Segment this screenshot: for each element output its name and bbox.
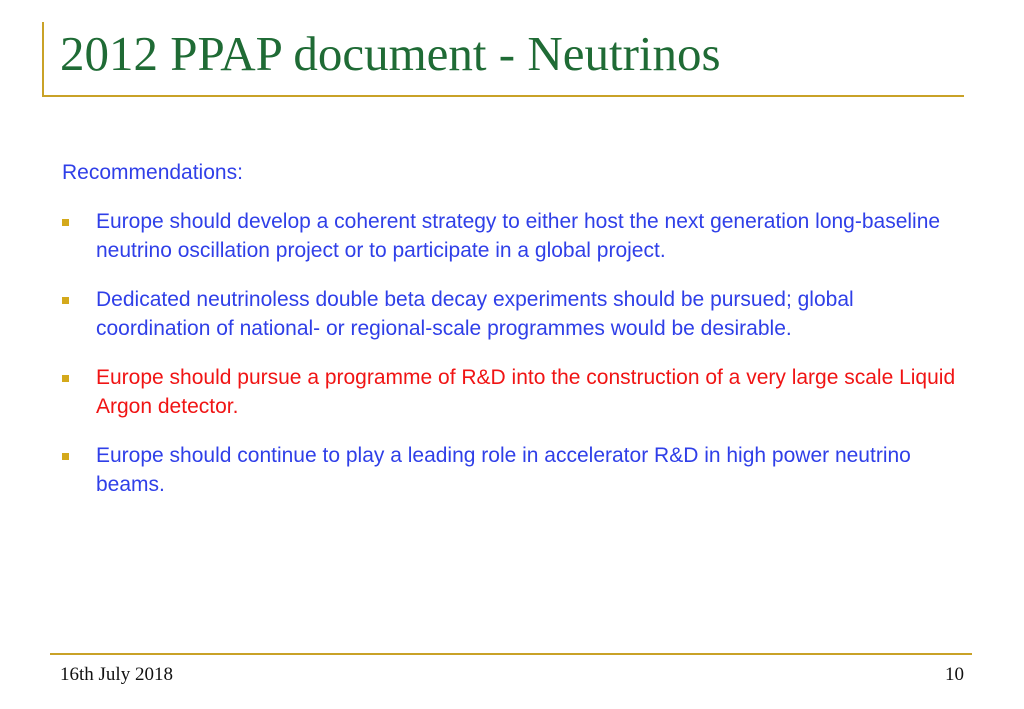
recommendation-item-4: [62, 441, 972, 499]
recommendation-item-2: [62, 285, 972, 343]
recommendation-text-2: Dedicated neutrinoless double beta decay experiments should be pursued; global coordination of national- or regional-scale programmes would be desirable.: [96, 288, 854, 340]
recommendations-heading: Recommendations:: [62, 161, 243, 184]
recommendation-list: [62, 207, 972, 499]
recommendation-text-3: Europe should pursue a programme of R&D into the construction of a very large scale Liquid Argon detector.: [96, 366, 956, 418]
footer-rule: [50, 653, 972, 655]
slide-content: [62, 158, 972, 519]
title-vertical-rule: [42, 22, 44, 97]
recommendation-item-3: [62, 363, 972, 421]
footer-date: 16th July 2018: [60, 664, 173, 685]
square-bullet-icon: [62, 297, 69, 304]
slide-title: 2012 PPAP document - Neutrinos: [60, 26, 721, 81]
square-bullet-icon: [62, 219, 69, 226]
page-number: 10: [945, 664, 964, 685]
title-horizontal-rule: [42, 95, 964, 97]
recommendation-text-1: Europe should develop a coherent strategy to either host the next generation long-baseline neutrino oscillation project or to participate in a global project.: [96, 210, 941, 262]
recommendation-item-1: [62, 207, 972, 265]
square-bullet-icon: [62, 453, 69, 460]
square-bullet-icon: [62, 375, 69, 382]
recommendation-text-4: Europe should continue to play a leading role in accelerator R&D in high power neutrino beams.: [96, 444, 911, 496]
